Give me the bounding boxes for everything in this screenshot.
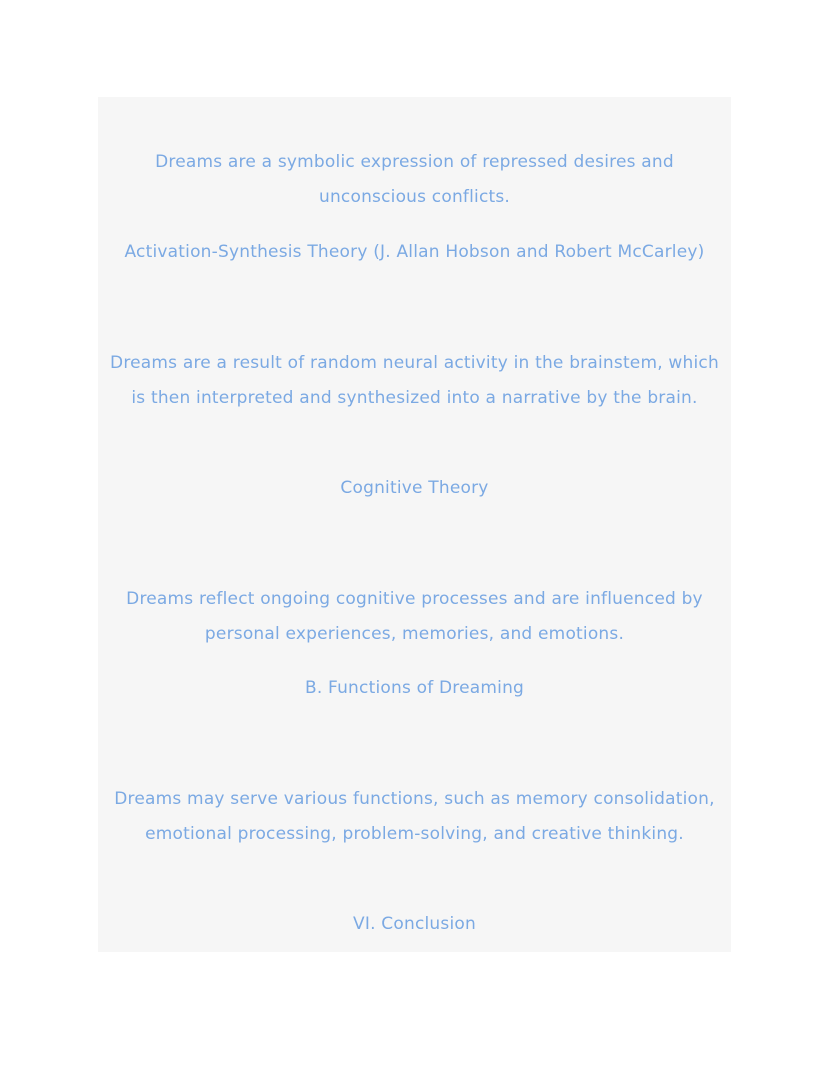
functions-of-dreaming-description: Dreams may serve various functions, such as memory consolidation, emotional processing, problem-solving, and creative thinking. [114, 789, 715, 844]
cognitive-theory-description: Dreams reflect ongoing cognitive processes and are influenced by personal experiences, memories, and emotions. [126, 589, 703, 644]
functions-of-dreaming-heading: B. Functions of Dreaming [304, 678, 525, 698]
conclusion-heading: VI. Conclusion [353, 914, 476, 934]
freudian-theory-description: Dreams are a symbolic expression of repressed desires and unconscious conflicts. [155, 152, 674, 207]
cognitive-theory-heading: Cognitive Theory [340, 478, 489, 498]
activation-synthesis-description: Dreams are a result of random neural activity in the brainstem, which is then interpreted and synthesized into a narrative by the brain. [110, 353, 719, 408]
document-panel [98, 97, 731, 952]
activation-synthesis-heading: Activation-Synthesis Theory (J. Allan Hobson and Robert McCarley) [124, 242, 705, 262]
